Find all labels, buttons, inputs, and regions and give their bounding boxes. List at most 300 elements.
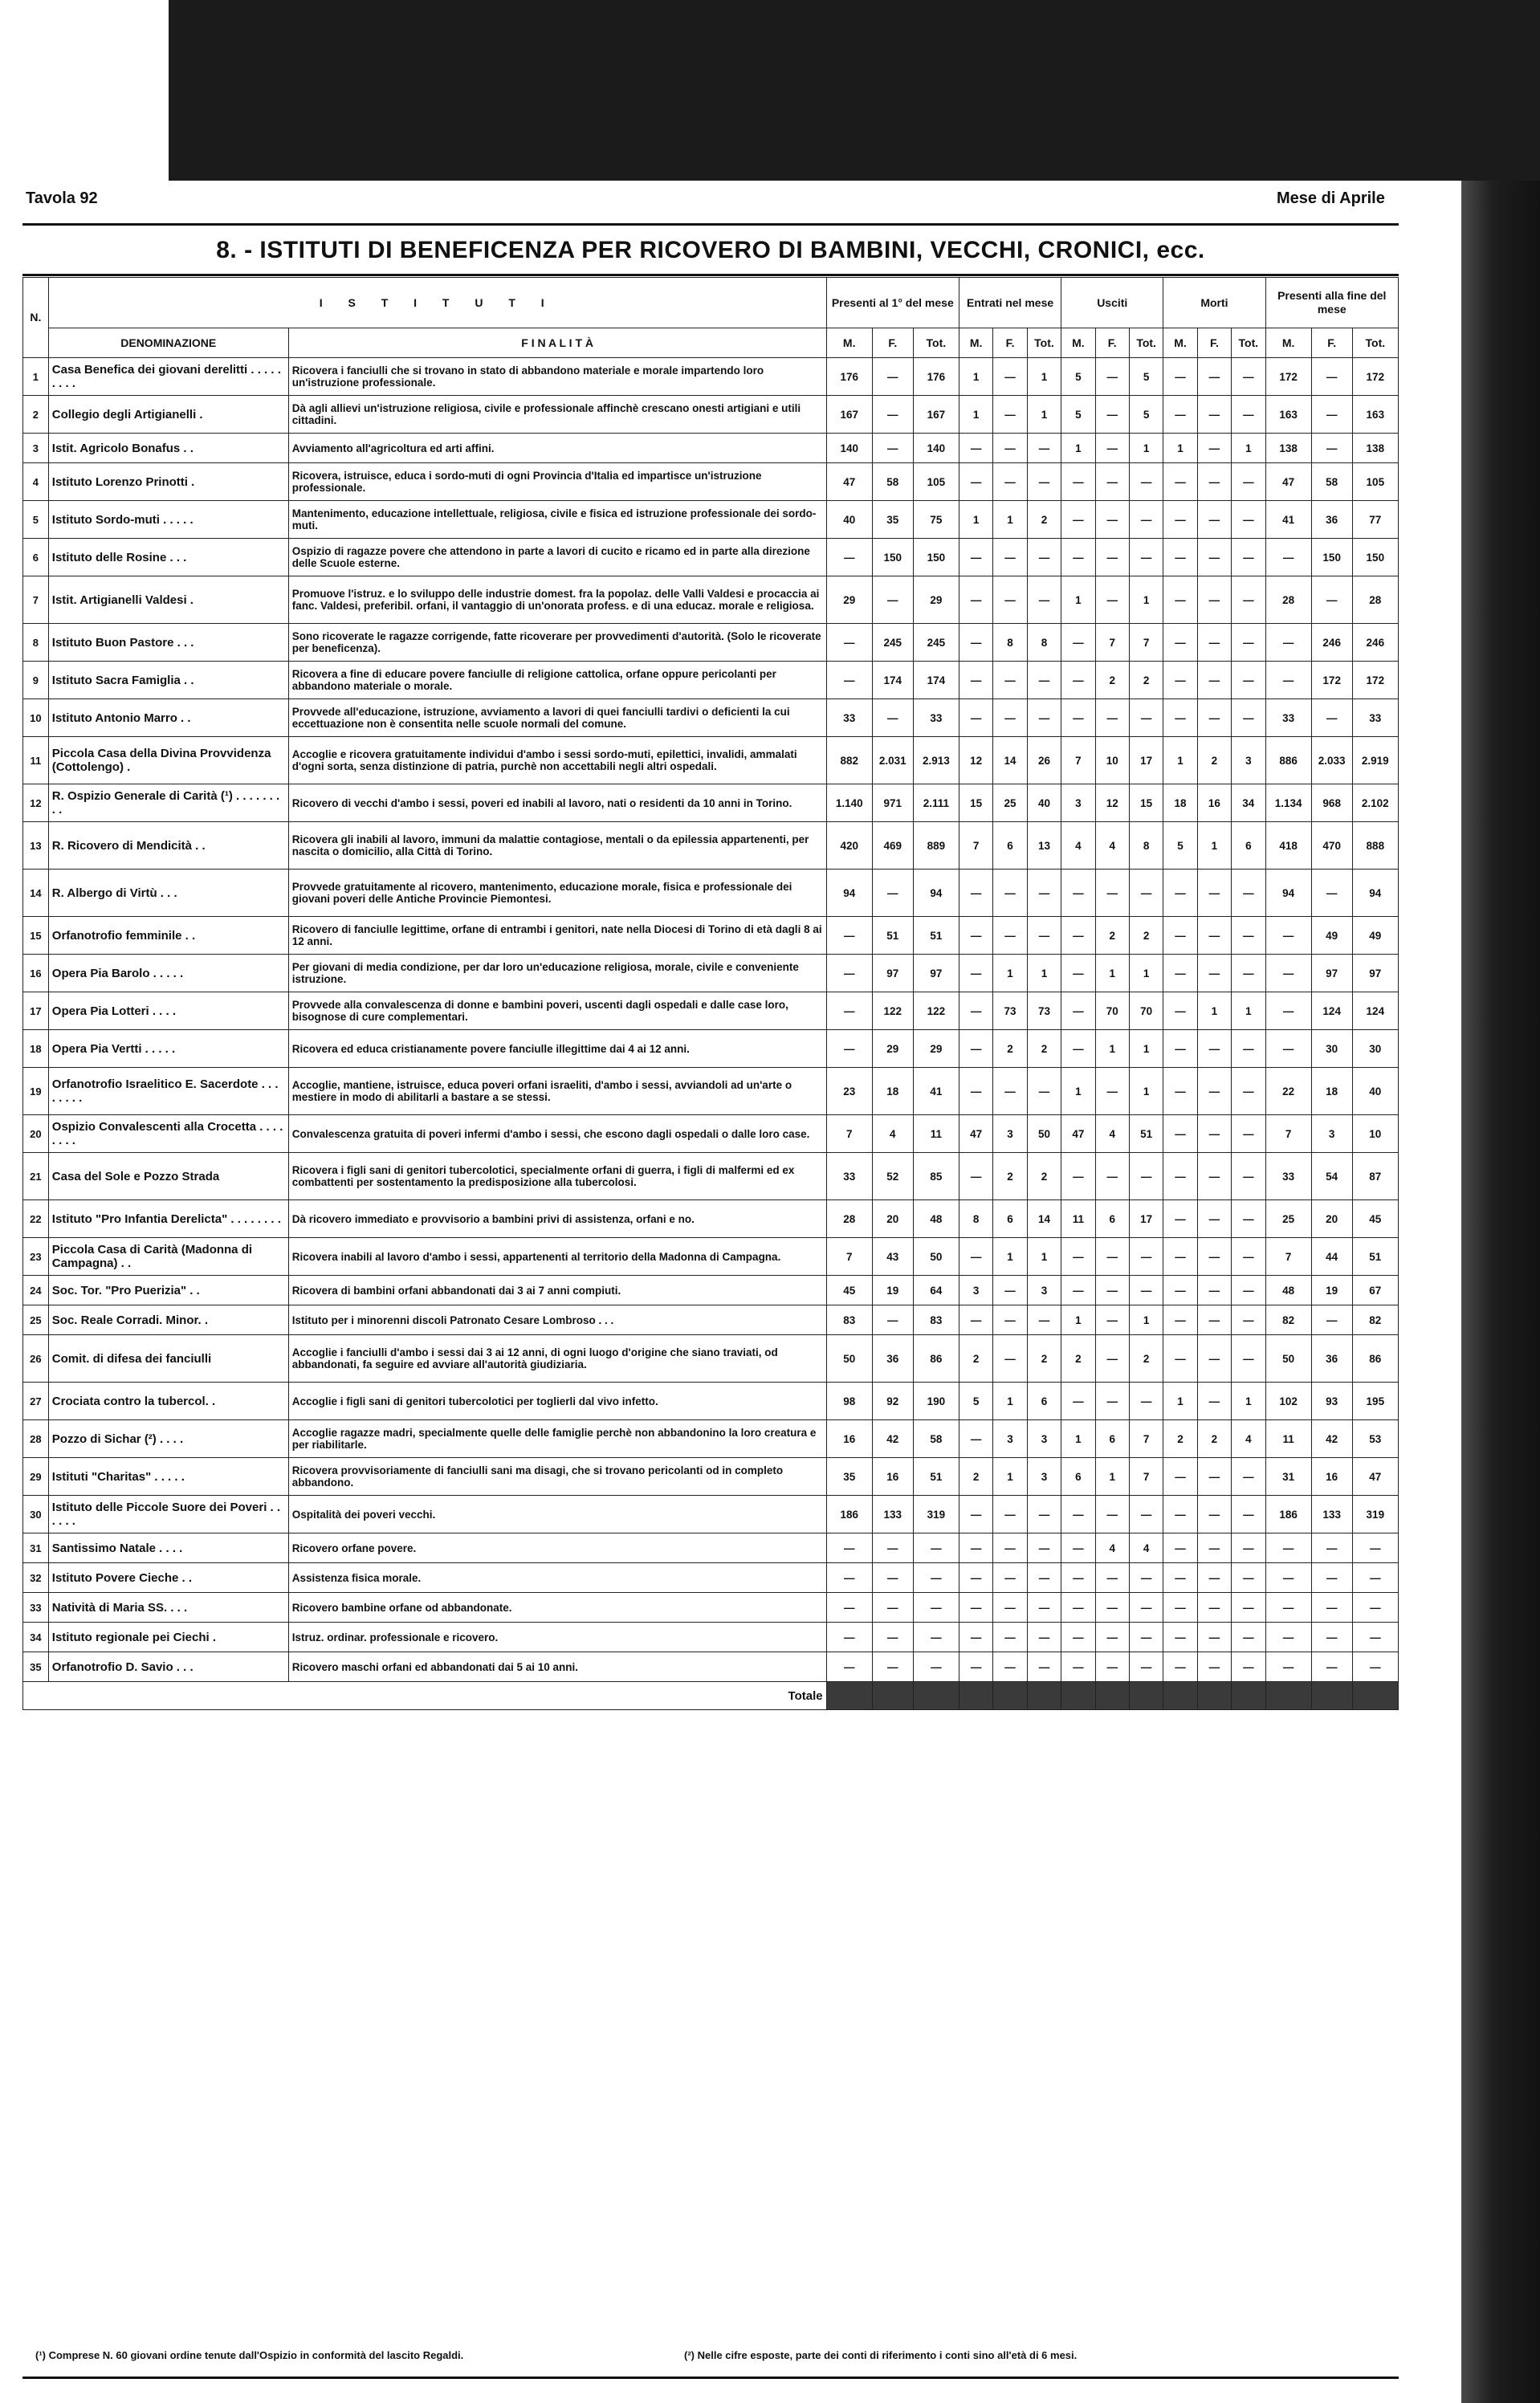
value-cell: — <box>1197 463 1231 501</box>
institute-purpose: Ricovera inabili al lavoro d'ambo i sessi, appartenenti al territorio della Madonna di Campagna. <box>288 1238 826 1276</box>
value-cell: — <box>993 662 1027 699</box>
value-cell: — <box>1027 917 1061 955</box>
institute-name: Opera Pia Vertti . . . . . <box>48 1030 288 1068</box>
col-finalita: F I N A L I T À <box>288 328 826 358</box>
value-cell: — <box>1027 1305 1061 1335</box>
value-cell: 2 <box>959 1458 992 1496</box>
value-cell: 49 <box>1311 917 1352 955</box>
value-cell: — <box>959 576 992 624</box>
value-cell: — <box>1129 699 1163 737</box>
value-cell: 3 <box>1311 1115 1352 1153</box>
value-cell: — <box>1061 955 1095 992</box>
value-cell: — <box>1163 1200 1197 1238</box>
value-cell: 82 <box>1352 1305 1398 1335</box>
institute-purpose: Ricovera provvisoriamente di fanciulli sani ma disagi, che si trovano pericolanti od in completo abbandono. <box>288 1458 826 1496</box>
value-cell: — <box>1232 1593 1265 1623</box>
value-cell: — <box>1095 1276 1129 1305</box>
totals-cell <box>1027 1682 1061 1710</box>
value-cell: — <box>913 1533 959 1563</box>
value-cell: 16 <box>1197 784 1231 822</box>
institute-name: Casa Benefica dei giovani derelitti . . . . . . . . . <box>48 358 288 396</box>
value-cell: 44 <box>1311 1238 1352 1276</box>
value-cell: — <box>1311 576 1352 624</box>
value-cell: — <box>1197 1533 1231 1563</box>
col-entrati-tot: Tot. <box>1027 328 1061 358</box>
value-cell: — <box>1232 1115 1265 1153</box>
table-row <box>23 1652 1399 1682</box>
institute-name: Istituto Antonio Marro . . <box>48 699 288 737</box>
value-cell: 2.111 <box>913 784 959 822</box>
value-cell: 7 <box>1265 1115 1311 1153</box>
value-cell: — <box>1027 463 1061 501</box>
institute-purpose: Ospizio di ragazze povere che attendono in parte a lavori di cucito e ricamo ed in parte alla direzione delle Scuole esterne. <box>288 539 826 576</box>
value-cell: 17 <box>1129 1200 1163 1238</box>
table-row <box>23 1593 1399 1623</box>
value-cell: 2 <box>1027 1030 1061 1068</box>
institute-purpose: Provvede all'educazione, istruzione, avviamento a lavori di quei fanciulli tardivi o deficienti la cui eccettuazione non è consentita nelle scuole normali del comune. <box>288 699 826 737</box>
value-cell: — <box>1197 870 1231 917</box>
value-cell: 16 <box>872 1458 913 1496</box>
institute-name: Istituto Sordo-muti . . . . . <box>48 501 288 539</box>
value-cell: 54 <box>1311 1153 1352 1200</box>
value-cell: 1 <box>1232 992 1265 1030</box>
value-cell: — <box>993 434 1027 463</box>
value-cell: — <box>1265 662 1311 699</box>
value-cell: 83 <box>913 1305 959 1335</box>
value-cell: 245 <box>913 624 959 662</box>
page-title: 8. - ISTITUTI DI BENEFICENZA PER RICOVERO DI BAMBINI, VECCHI, CRONICI, ecc. <box>216 237 1205 263</box>
value-cell: 15 <box>1129 784 1163 822</box>
row-number: 32 <box>23 1563 49 1593</box>
value-cell: 4 <box>1061 822 1095 870</box>
institute-purpose: Ricovero maschi orfani ed abbandonati dai 5 ai 10 anni. <box>288 1652 826 1682</box>
table-row <box>23 576 1399 624</box>
value-cell: 124 <box>1311 992 1352 1030</box>
value-cell: 20 <box>872 1200 913 1238</box>
value-cell: — <box>959 1496 992 1533</box>
col-morti: Morti <box>1163 278 1265 328</box>
institute-name: Natività di Maria SS. . . . <box>48 1593 288 1623</box>
value-cell: 19 <box>1311 1276 1352 1305</box>
value-cell: 2 <box>1129 917 1163 955</box>
institute-purpose: Istituto per i minorenni discoli Patronato Cesare Lombroso . . . <box>288 1305 826 1335</box>
value-cell: 1 <box>959 501 992 539</box>
col-presenti-inizio: Presenti al 1° del mese <box>826 278 959 328</box>
row-number: 19 <box>23 1068 49 1115</box>
value-cell: — <box>993 358 1027 396</box>
institute-purpose: Accoglie i figli sani di genitori tubercolotici per toglierli dal vivo infetto. <box>288 1383 826 1420</box>
value-cell: 3 <box>993 1115 1027 1153</box>
value-cell: 1 <box>993 1383 1027 1420</box>
row-number: 25 <box>23 1305 49 1335</box>
value-cell: — <box>1129 1238 1163 1276</box>
value-cell: — <box>1197 396 1231 434</box>
value-cell: — <box>959 1623 992 1652</box>
value-cell: — <box>1197 1335 1231 1383</box>
value-cell: 33 <box>1352 699 1398 737</box>
institute-name: Istituto delle Piccole Suore dei Poveri . . . . . . <box>48 1496 288 1533</box>
value-cell: 11 <box>913 1115 959 1153</box>
institute-purpose: Ricovera i fanciulli che si trovano in stato di abbandono materiale e morale impartendo loro un'istruzione professionale. <box>288 358 826 396</box>
value-cell: 2 <box>1129 662 1163 699</box>
totals-cell <box>1197 1682 1231 1710</box>
value-cell: 15 <box>959 784 992 822</box>
value-cell: — <box>1027 434 1061 463</box>
value-cell: 6 <box>1027 1383 1061 1420</box>
row-number: 11 <box>23 737 49 784</box>
value-cell: — <box>826 624 872 662</box>
value-cell: 48 <box>1265 1276 1311 1305</box>
value-cell: 33 <box>826 1153 872 1200</box>
value-cell: — <box>1095 1305 1129 1335</box>
value-cell: — <box>1163 1458 1197 1496</box>
value-cell: 1.140 <box>826 784 872 822</box>
table-row <box>23 434 1399 463</box>
value-cell: 12 <box>1095 784 1129 822</box>
value-cell: 102 <box>1265 1383 1311 1420</box>
value-cell: — <box>1197 1115 1231 1153</box>
table-row <box>23 1153 1399 1200</box>
col-presenti-fine-m: M. <box>1265 328 1311 358</box>
value-cell: 31 <box>1265 1458 1311 1496</box>
value-cell: — <box>959 955 992 992</box>
value-cell: — <box>1232 1305 1265 1335</box>
value-cell: 16 <box>1311 1458 1352 1496</box>
value-cell: — <box>1129 501 1163 539</box>
value-cell: — <box>1129 1593 1163 1623</box>
value-cell: 1 <box>1061 1420 1095 1458</box>
value-cell: 5 <box>1129 396 1163 434</box>
value-cell: — <box>959 434 992 463</box>
row-number: 2 <box>23 396 49 434</box>
value-cell: 172 <box>1311 662 1352 699</box>
value-cell: 11 <box>1061 1200 1095 1238</box>
value-cell: 58 <box>872 463 913 501</box>
value-cell: — <box>959 1652 992 1682</box>
row-number: 21 <box>23 1153 49 1200</box>
row-number: 16 <box>23 955 49 992</box>
value-cell: 7 <box>1095 624 1129 662</box>
value-cell: 36 <box>872 1335 913 1383</box>
table-number: Tavola 92 <box>26 189 98 207</box>
value-cell: 64 <box>913 1276 959 1305</box>
value-cell: 50 <box>826 1335 872 1383</box>
value-cell: 8 <box>1129 822 1163 870</box>
value-cell: 42 <box>872 1420 913 1458</box>
value-cell: 28 <box>1352 576 1398 624</box>
value-cell: 163 <box>1265 396 1311 434</box>
institute-purpose: Per giovani di media condizione, per dar loro un'educazione religiosa, morale, civile e conveniente istruzione. <box>288 955 826 992</box>
row-number: 15 <box>23 917 49 955</box>
value-cell: — <box>993 1068 1027 1115</box>
value-cell: 33 <box>913 699 959 737</box>
value-cell: — <box>1027 870 1061 917</box>
value-cell: — <box>959 1153 992 1200</box>
value-cell: — <box>1163 1533 1197 1563</box>
institute-name: Casa del Sole e Pozzo Strada <box>48 1153 288 1200</box>
value-cell: 94 <box>1352 870 1398 917</box>
institute-purpose: Accoglie i fanciulli d'ambo i sessi dai 3 ai 12 anni, di ogni luogo d'origine che siano traviati, od abbandonati, fa seguire ed avviare all'autorità giudiziaria. <box>288 1335 826 1383</box>
totals-cell <box>1095 1682 1129 1710</box>
value-cell: — <box>1265 1593 1311 1623</box>
institute-purpose: Ricovera, istruisce, educa i sordo-muti di ogni Provincia d'Italia ed impartisce un'istruzione professionale. <box>288 463 826 501</box>
value-cell: 1 <box>1232 434 1265 463</box>
value-cell: — <box>1095 1563 1129 1593</box>
value-cell: 2 <box>1197 1420 1231 1458</box>
value-cell: — <box>1197 1305 1231 1335</box>
value-cell: 18 <box>1163 784 1197 822</box>
institute-purpose: Ricovero bambine orfane od abbandonate. <box>288 1593 826 1623</box>
value-cell: 2 <box>1095 917 1129 955</box>
value-cell: 6 <box>1232 822 1265 870</box>
totals-cell <box>1163 1682 1197 1710</box>
value-cell: 3 <box>1027 1458 1061 1496</box>
value-cell: — <box>1265 955 1311 992</box>
value-cell: 58 <box>913 1420 959 1458</box>
value-cell: 25 <box>993 784 1027 822</box>
value-cell: — <box>959 1533 992 1563</box>
value-cell: — <box>993 699 1027 737</box>
value-cell: — <box>1163 1563 1197 1593</box>
value-cell: — <box>1311 1563 1352 1593</box>
value-cell: — <box>1163 1030 1197 1068</box>
value-cell: 6 <box>1095 1420 1129 1458</box>
value-cell: — <box>1311 358 1352 396</box>
value-cell: — <box>1265 539 1311 576</box>
value-cell: — <box>993 1335 1027 1383</box>
value-cell: — <box>1197 699 1231 737</box>
value-cell: — <box>1232 396 1265 434</box>
institute-name: Comit. di difesa dei fanciulli <box>48 1335 288 1383</box>
col-denominazione: DENOMINAZIONE <box>48 328 288 358</box>
col-presenti-inizio-m: M. <box>826 328 872 358</box>
value-cell: — <box>1061 917 1095 955</box>
row-number: 23 <box>23 1238 49 1276</box>
value-cell: — <box>1061 1533 1095 1563</box>
table-row <box>23 822 1399 870</box>
value-cell: — <box>1265 992 1311 1030</box>
value-cell: — <box>1232 1623 1265 1652</box>
table-row <box>23 870 1399 917</box>
value-cell: — <box>1197 1276 1231 1305</box>
value-cell: 87 <box>1352 1153 1398 1200</box>
value-cell: — <box>959 1593 992 1623</box>
col-istituti: I S T I T U T I <box>48 278 826 328</box>
table-row <box>23 1623 1399 1652</box>
value-cell: — <box>1311 434 1352 463</box>
value-cell: 2.919 <box>1352 737 1398 784</box>
value-cell: — <box>1027 1652 1061 1682</box>
table-row <box>23 624 1399 662</box>
row-number: 1 <box>23 358 49 396</box>
value-cell: — <box>1197 539 1231 576</box>
value-cell: — <box>1232 624 1265 662</box>
value-cell: 1 <box>1061 1305 1095 1335</box>
value-cell: — <box>1311 1623 1352 1652</box>
institute-purpose: Assistenza fisica morale. <box>288 1563 826 1593</box>
bottom-rule <box>22 2377 1399 2379</box>
value-cell: — <box>1311 1593 1352 1623</box>
institute-purpose: Provvede alla convalescenza di donne e bambini poveri, uscenti dagli ospedali e dalle case loro, bisognose di cure complementari. <box>288 992 826 1030</box>
value-cell: — <box>826 1533 872 1563</box>
value-cell: — <box>826 1563 872 1593</box>
value-cell: — <box>959 992 992 1030</box>
value-cell: 35 <box>826 1458 872 1496</box>
value-cell: — <box>1311 1652 1352 1682</box>
value-cell: — <box>1027 1068 1061 1115</box>
value-cell: 49 <box>1352 917 1398 955</box>
value-cell: — <box>1163 1652 1197 1682</box>
value-cell: — <box>1095 870 1129 917</box>
institute-purpose: Accoglie ragazze madri, specialmente quelle delle famiglie perchè non abbandonino la loro creatura e per riabilitarle. <box>288 1420 826 1458</box>
value-cell: 3 <box>959 1276 992 1305</box>
value-cell: — <box>1265 1533 1311 1563</box>
value-cell: — <box>993 463 1027 501</box>
institute-purpose: Dà ricovero immediato e provvisorio a bambini privi di assistenza, orfani e no. <box>288 1200 826 1238</box>
value-cell: 94 <box>826 870 872 917</box>
value-cell: 85 <box>913 1153 959 1200</box>
value-cell: 1 <box>1095 1458 1129 1496</box>
value-cell: — <box>826 1593 872 1623</box>
value-cell: — <box>1197 1030 1231 1068</box>
value-cell: — <box>1027 1593 1061 1623</box>
value-cell: — <box>1061 1593 1095 1623</box>
institute-name: Opera Pia Lotteri . . . . <box>48 992 288 1030</box>
value-cell: — <box>1197 576 1231 624</box>
col-morti-f: F. <box>1197 328 1231 358</box>
institute-purpose: Promuove l'istruz. e lo sviluppo delle industrie domest. fra la popolaz. delle Valli Valdesi e procaccia ai fanc. Valdesi, preferibil. orfani, il vantaggio di un'onorata profess. e di una educaz. morale e religiosa. <box>288 576 826 624</box>
value-cell: — <box>1061 1563 1095 1593</box>
value-cell: 52 <box>872 1153 913 1200</box>
table-row <box>23 463 1399 501</box>
row-number: 3 <box>23 434 49 463</box>
value-cell: 889 <box>913 822 959 870</box>
value-cell: — <box>1232 917 1265 955</box>
value-cell: — <box>826 992 872 1030</box>
institute-purpose: Avviamento all'agricoltura ed arti affini. <box>288 434 826 463</box>
value-cell: — <box>1232 662 1265 699</box>
value-cell: 245 <box>872 624 913 662</box>
value-cell: — <box>826 539 872 576</box>
value-cell: — <box>959 1068 992 1115</box>
institute-purpose: Ricovera ed educa cristianamente povere fanciulle illegittime dai 4 ai 12 anni. <box>288 1030 826 1068</box>
value-cell: — <box>1061 662 1095 699</box>
value-cell: — <box>1061 1383 1095 1420</box>
table-row <box>23 1238 1399 1276</box>
value-cell: — <box>1061 699 1095 737</box>
value-cell: — <box>1232 1238 1265 1276</box>
value-cell: — <box>826 1652 872 1682</box>
value-cell: 1 <box>1129 576 1163 624</box>
value-cell: — <box>826 1623 872 1652</box>
value-cell: 34 <box>1232 784 1265 822</box>
value-cell: 1 <box>1027 396 1061 434</box>
scan-dark-border-top <box>169 0 1540 181</box>
totals-cell <box>959 1682 992 1710</box>
value-cell: — <box>872 358 913 396</box>
value-cell: 2.033 <box>1311 737 1352 784</box>
value-cell: 4 <box>872 1115 913 1153</box>
value-cell: 93 <box>1311 1383 1352 1420</box>
value-cell: 33 <box>826 699 872 737</box>
value-cell: — <box>1129 870 1163 917</box>
value-cell: — <box>1095 1652 1129 1682</box>
value-cell: 105 <box>913 463 959 501</box>
value-cell: 30 <box>1352 1030 1398 1068</box>
value-cell: 4 <box>1095 1115 1129 1153</box>
value-cell: 1 <box>1129 1305 1163 1335</box>
value-cell: 33 <box>1265 1153 1311 1200</box>
value-cell: 418 <box>1265 822 1311 870</box>
value-cell: 26 <box>1027 737 1061 784</box>
institute-purpose: Ricovera a fine di educare povere fanciulle di religione cattolica, orfane oppure pericolanti per abbandono materiale o morale. <box>288 662 826 699</box>
value-cell: 2 <box>993 1030 1027 1068</box>
value-cell: 1 <box>1129 955 1163 992</box>
value-cell: — <box>1197 1496 1231 1533</box>
value-cell: 174 <box>913 662 959 699</box>
value-cell: 1 <box>1163 1383 1197 1420</box>
value-cell: 40 <box>1352 1068 1398 1115</box>
value-cell: 1 <box>993 1458 1027 1496</box>
value-cell: — <box>959 870 992 917</box>
value-cell: — <box>1095 358 1129 396</box>
value-cell: 2 <box>959 1335 992 1383</box>
value-cell: 133 <box>872 1496 913 1533</box>
value-cell: 8 <box>993 624 1027 662</box>
institute-name: R. Ricovero di Mendicità . . <box>48 822 288 870</box>
value-cell: 47 <box>1265 463 1311 501</box>
value-cell: 45 <box>826 1276 872 1305</box>
value-cell: 10 <box>1352 1115 1398 1153</box>
value-cell: — <box>872 1533 913 1563</box>
value-cell: 41 <box>913 1068 959 1115</box>
value-cell: — <box>993 1563 1027 1593</box>
value-cell: — <box>993 1305 1027 1335</box>
value-cell: — <box>1061 870 1095 917</box>
value-cell: 1 <box>993 501 1027 539</box>
value-cell: — <box>1232 1153 1265 1200</box>
value-cell: 51 <box>1129 1115 1163 1153</box>
value-cell: 3 <box>1061 784 1095 822</box>
institute-name: Istit. Agricolo Bonafus . . <box>48 434 288 463</box>
value-cell: — <box>1163 1115 1197 1153</box>
value-cell: — <box>1027 576 1061 624</box>
value-cell: — <box>993 1276 1027 1305</box>
value-cell: 1 <box>993 955 1027 992</box>
value-cell: — <box>1197 1623 1231 1652</box>
value-cell: 163 <box>1352 396 1398 434</box>
table-header <box>23 278 1399 358</box>
value-cell: 7 <box>1129 1420 1163 1458</box>
value-cell: — <box>1027 539 1061 576</box>
value-cell: 25 <box>1265 1200 1311 1238</box>
institute-purpose: Provvede gratuitamente al ricovero, mantenimento, educazione morale, fisica e professionale dei giovani poveri delle Antiche Provincie Piemontesi. <box>288 870 826 917</box>
table-row <box>23 699 1399 737</box>
value-cell: 77 <box>1352 501 1398 539</box>
value-cell: — <box>1129 1383 1163 1420</box>
table-row <box>23 1335 1399 1383</box>
value-cell: — <box>993 1496 1027 1533</box>
institute-purpose: Ricovera gli inabili al lavoro, immuni da malattie contagiose, mentali o da epilessia appartenenti, per nascita o domicilio, alla Città di Torino. <box>288 822 826 870</box>
value-cell: 97 <box>1311 955 1352 992</box>
value-cell: 3 <box>1232 737 1265 784</box>
institute-name: R. Ospizio Generale di Carità (¹) . . . . . . . . . <box>48 784 288 822</box>
col-usciti-m: M. <box>1061 328 1095 358</box>
value-cell: 70 <box>1095 992 1129 1030</box>
value-cell: — <box>826 662 872 699</box>
value-cell: 1 <box>959 358 992 396</box>
value-cell: — <box>1129 1563 1163 1593</box>
